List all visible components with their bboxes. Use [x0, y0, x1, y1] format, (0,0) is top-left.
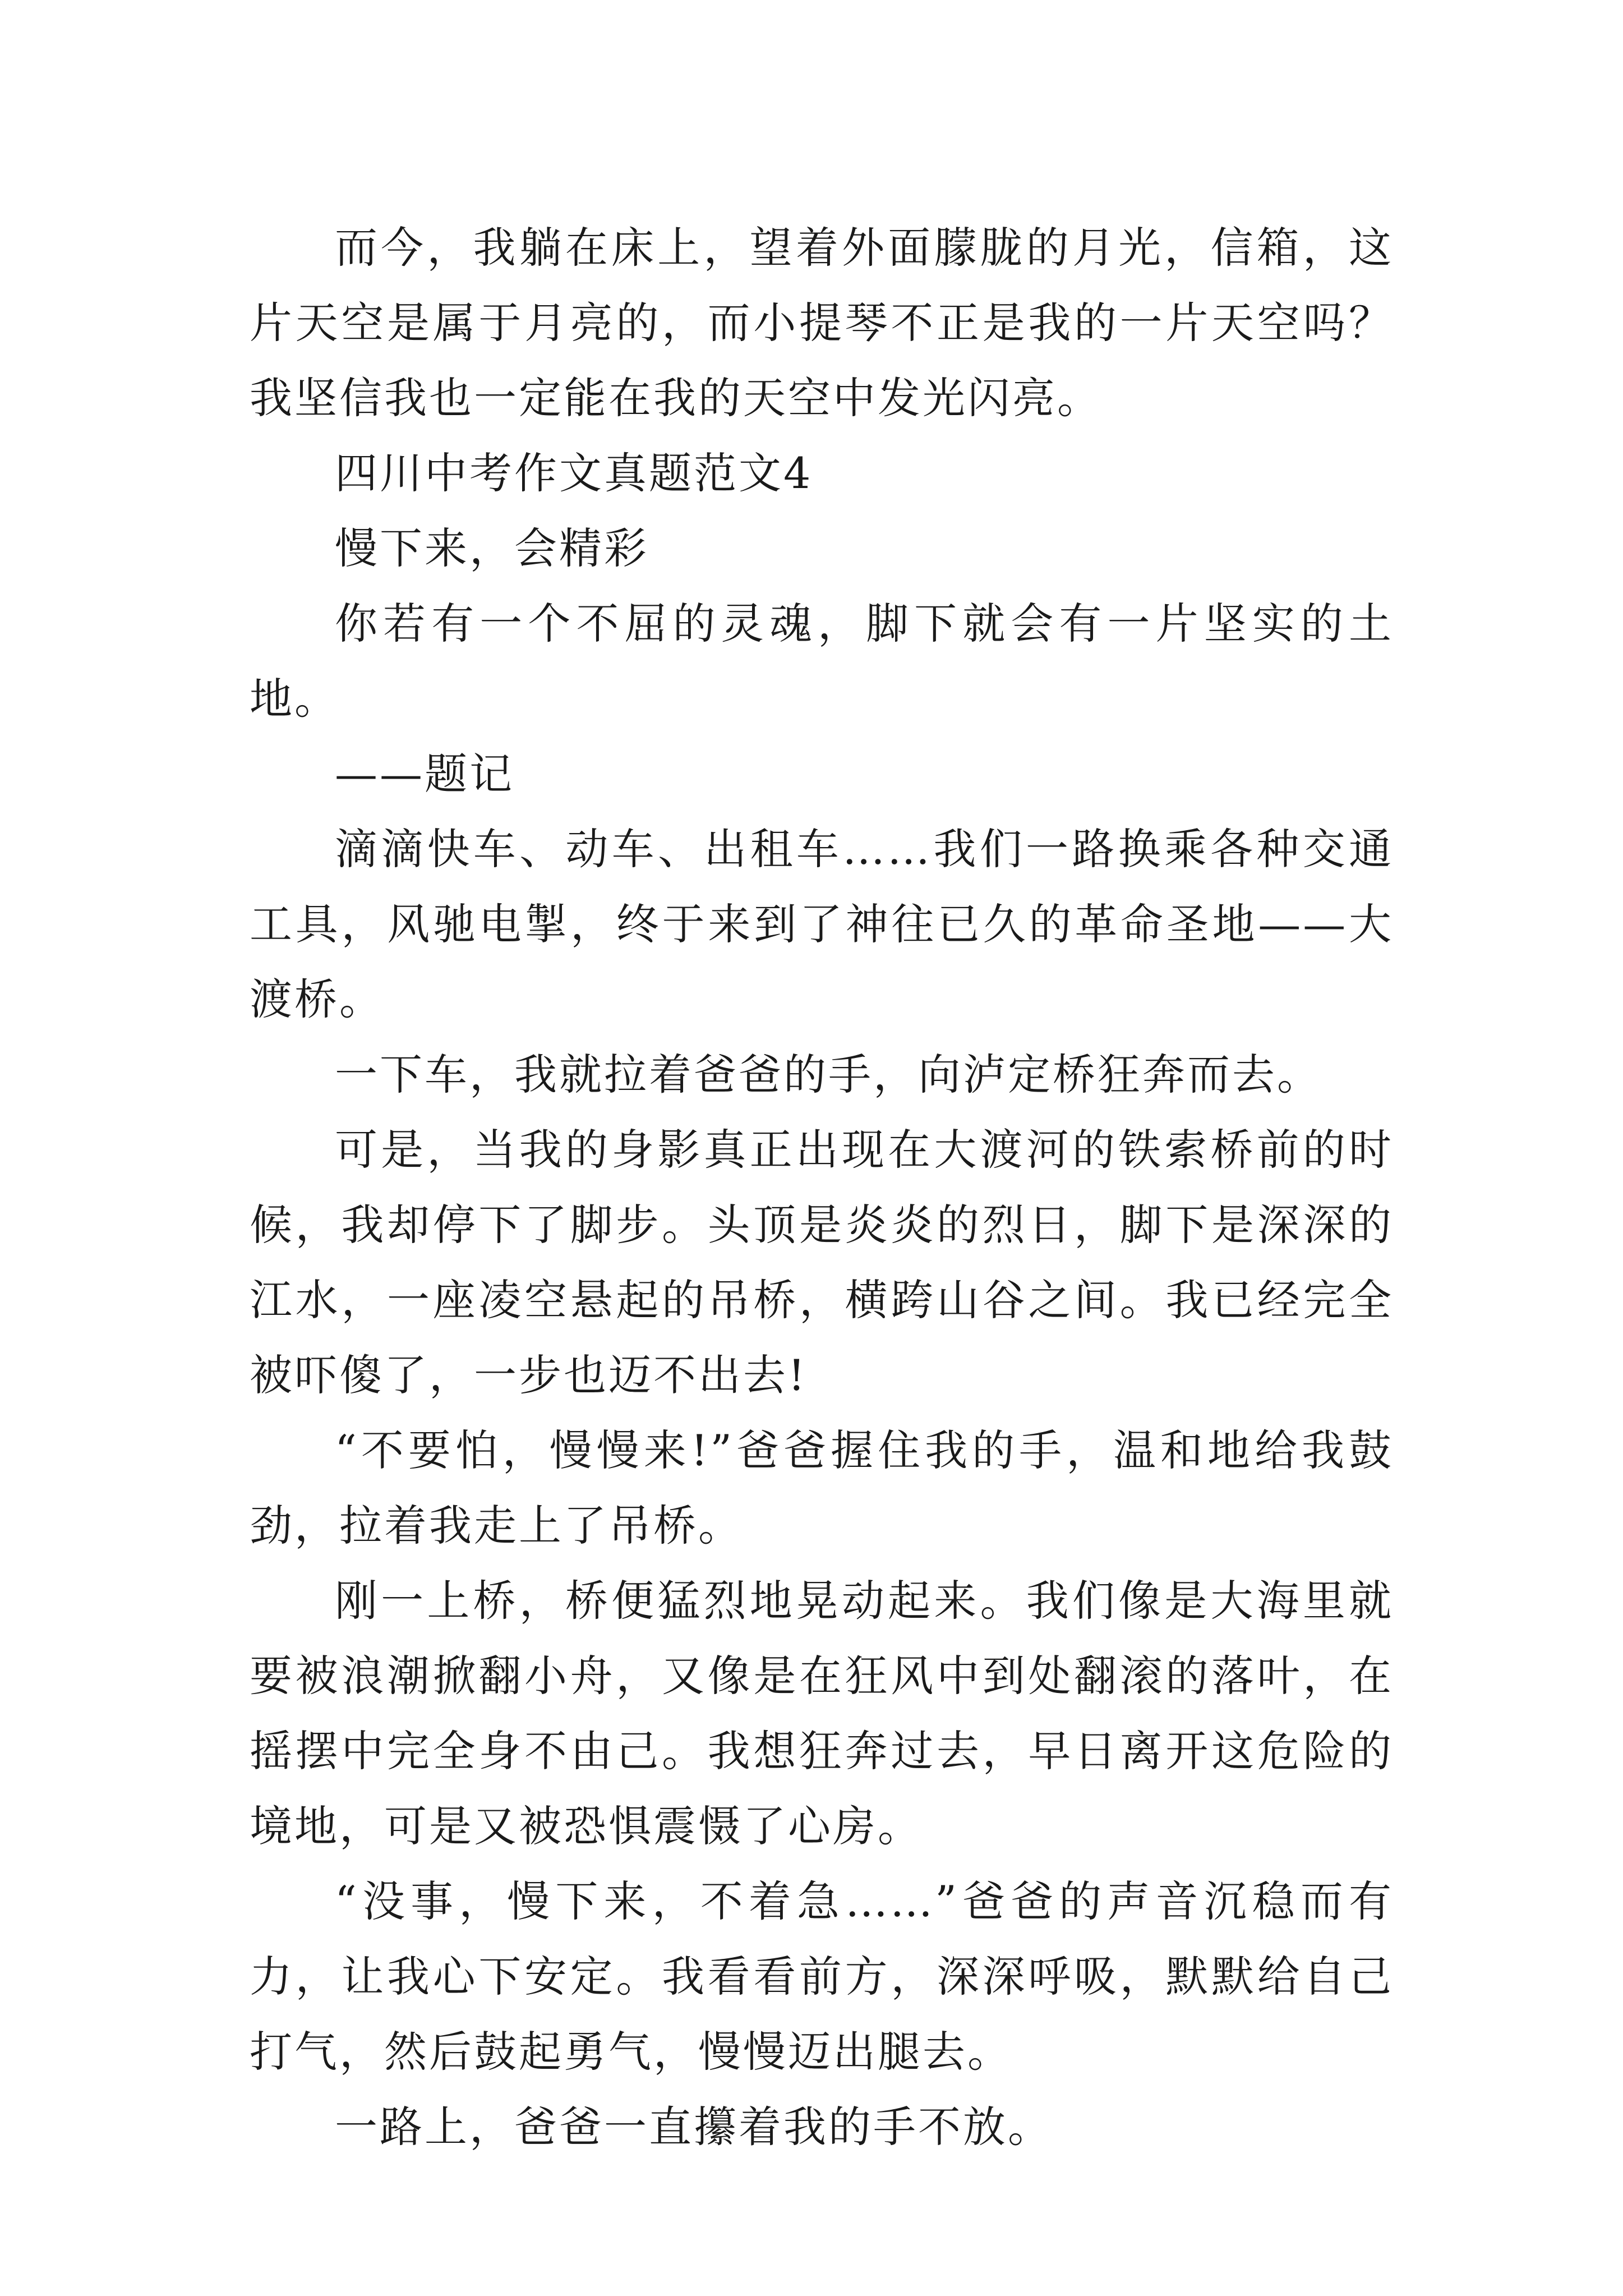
paragraph-6: 刚一上桥，桥便猛烈地晃动起来。我们像是大海里就要被浪潮掀翻小舟，又像是在狂风中到处翻滚的落叶，在摇摆中完全身不由己。我想狂奔过去，早日离开这危险的境地，可是又被恐惧震慑了心房。	[250, 1576, 1394, 1851]
document-body	[250, 210, 1394, 2165]
essay-heading: 四川中考作文真题范文4	[335, 448, 813, 498]
paragraph-2: 滴滴快车、动车、出租车……我们一路换乘各种交通工具，风驰电掣，终于来到了神往已久的革命圣地——大渡桥。	[250, 824, 1394, 1024]
epigraph-attribution: ——题记	[335, 749, 514, 799]
paragraph-8: 一路上，爸爸一直攥着我的手不放。	[335, 2102, 1053, 2152]
paragraph-3: 一下车，我就拉着爸爸的手，向泸定桥狂奔而去。	[335, 1050, 1322, 1099]
paragraph-1: 而今，我躺在床上，望着外面朦胧的月光，信箱，这片天空是属于月亮的，而小提琴不正是我的一片天空吗？我坚信我也一定能在我的天空中发光闪亮。	[250, 223, 1394, 423]
paragraph-4: 可是，当我的身影真正出现在大渡河的铁索桥前的时候，我却停下了脚步。头顶是炎炎的烈日，脚下是深深的江水，一座凌空悬起的吊桥，横跨山谷之间。我已经完全被吓傻了，一步也迈不出去!	[250, 1125, 1394, 1400]
paragraph-5: “不要怕，慢慢来!”爸爸握住我的手，温和地给我鼓劲，拉着我走上了吊桥。	[250, 1425, 1394, 1550]
essay-title: 慢下来，会精彩	[335, 523, 649, 573]
epigraph: 你若有一个不屈的灵魂，脚下就会有一片坚实的土地。	[250, 599, 1394, 724]
paragraph-7: “没事，慢下来，不着急……”爸爸的声音沉稳而有力，让我心下安定。我看看前方，深深呼吸，默默给自己打气，然后鼓起勇气，慢慢迈出腿去。	[250, 1876, 1394, 2077]
